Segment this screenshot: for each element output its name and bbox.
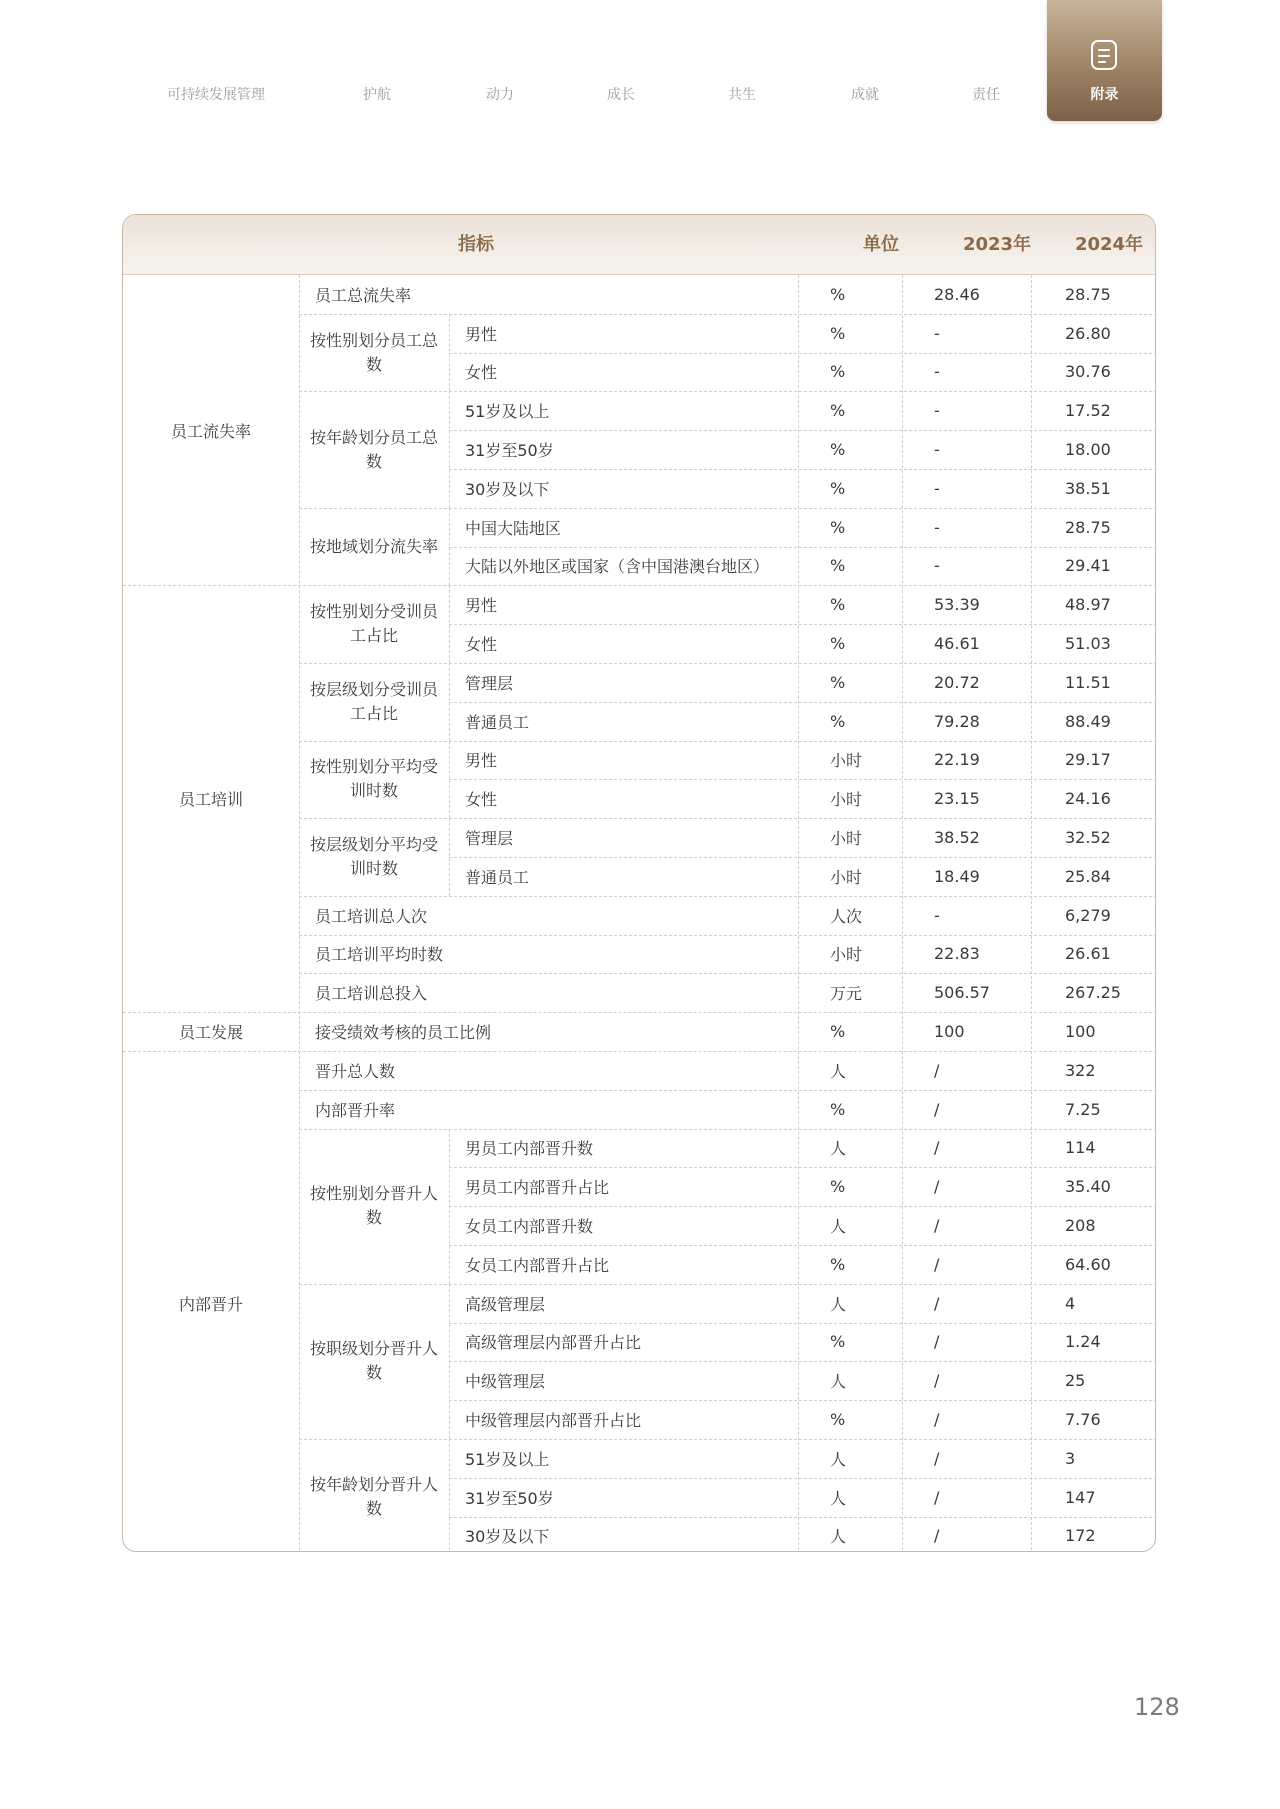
table-row-value-2023: / xyxy=(934,1060,940,1080)
table-row-item: 内部晋升率 xyxy=(315,1100,396,1120)
row-divider xyxy=(449,1517,1156,1518)
table-row-value-2024: 32.52 xyxy=(1065,828,1111,848)
row-divider xyxy=(449,702,1156,703)
table-row-value-2024: 7.25 xyxy=(1065,1099,1101,1119)
row-divider xyxy=(449,1206,1156,1207)
table-row-value-2024: 28.75 xyxy=(1065,284,1111,304)
table-row-unit: % xyxy=(830,284,846,304)
column-divider xyxy=(449,741,450,819)
row-divider xyxy=(123,585,1156,586)
table-row-value-2024: 172 xyxy=(1065,1526,1096,1546)
row-divider xyxy=(299,935,1156,936)
nav-tab-appendix-label: 附录 xyxy=(1090,87,1119,103)
row-divider xyxy=(449,624,1156,625)
table-row-unit: % xyxy=(830,672,846,692)
table-row-unit: % xyxy=(830,1022,846,1042)
table-row-item: 员工培训总投入 xyxy=(315,984,428,1004)
table-row-unit: % xyxy=(830,1177,846,1197)
subgroup-cell: 按性别划分员工总数 xyxy=(309,330,438,374)
table-row-item: 员工培训平均时数 xyxy=(315,945,444,965)
category-cell: 员工流失率 xyxy=(170,421,251,441)
table-row-item: 女员工内部晋升占比 xyxy=(465,1255,610,1275)
table-row-unit: % xyxy=(830,323,846,343)
row-divider xyxy=(299,1090,1156,1091)
subgroup-cell: 按职级划分晋升人数 xyxy=(309,1339,438,1383)
table-row-value-2023: - xyxy=(934,401,940,421)
row-divider xyxy=(449,857,1156,858)
table-row-value-2024: 35.40 xyxy=(1065,1177,1111,1197)
column-divider xyxy=(1031,275,1032,1552)
column-divider xyxy=(449,818,450,896)
table-row-unit: % xyxy=(830,1410,846,1430)
table-row-item: 晋升总人数 xyxy=(315,1061,396,1081)
row-divider xyxy=(449,353,1156,354)
subgroup-cell: 按地域划分流失率 xyxy=(309,536,438,556)
table-row-value-2024: 267.25 xyxy=(1065,983,1121,1003)
table-row-value-2024: 28.75 xyxy=(1065,517,1111,537)
header-2023: 2023年 xyxy=(962,234,1032,255)
table-row-value-2024: 88.49 xyxy=(1065,711,1111,731)
table-row-unit: % xyxy=(830,1099,846,1119)
table-row-value-2023: / xyxy=(934,1216,940,1236)
table-row-item: 女员工内部晋升数 xyxy=(465,1217,594,1237)
table-row-item: 男员工内部晋升占比 xyxy=(465,1178,610,1198)
table-row-item: 普通员工 xyxy=(465,867,530,887)
table-row-value-2023: / xyxy=(934,1293,940,1313)
table-row-unit: % xyxy=(830,1254,846,1274)
table-row-item: 男性 xyxy=(465,596,498,616)
table-row-item: 男性 xyxy=(465,324,498,344)
category-cell: 员工培训 xyxy=(178,790,243,810)
table-row-value-2023: / xyxy=(934,1138,940,1158)
row-divider xyxy=(449,1400,1156,1401)
column-divider xyxy=(449,1439,450,1552)
nav-item-3[interactable]: 成长 xyxy=(607,87,635,103)
column-divider xyxy=(449,1129,450,1284)
column-divider xyxy=(449,585,450,663)
table-row-value-2023: 18.49 xyxy=(934,866,980,886)
row-divider xyxy=(449,1361,1156,1362)
table-row-unit: 小时 xyxy=(830,751,863,771)
table-header xyxy=(123,215,1156,275)
category-cell: 内部晋升 xyxy=(178,1294,243,1314)
table-row-value-2023: - xyxy=(934,517,940,537)
table-row-value-2023: / xyxy=(934,1254,940,1274)
row-divider xyxy=(299,1284,1156,1285)
table-row-unit: % xyxy=(830,1332,846,1352)
column-divider xyxy=(449,663,450,741)
column-divider xyxy=(449,314,450,392)
table-row-unit: 万元 xyxy=(830,984,863,1004)
subgroup-cell: 按年龄划分晋升人数 xyxy=(309,1475,438,1519)
table-row-value-2024: 25 xyxy=(1065,1371,1086,1391)
row-divider xyxy=(449,1323,1156,1324)
table-row-unit: 人 xyxy=(830,1217,847,1237)
table-row-unit: 人 xyxy=(830,1488,847,1508)
row-divider xyxy=(449,1245,1156,1246)
table-row-value-2023: - xyxy=(934,323,940,343)
table-row-value-2023: - xyxy=(934,905,940,925)
table-row-value-2023: 28.46 xyxy=(934,284,980,304)
table-row-value-2023: 506.57 xyxy=(934,983,990,1003)
table-row-value-2023: 100 xyxy=(934,1022,965,1042)
nav-item-4[interactable]: 共生 xyxy=(728,87,756,103)
table-row-unit: 人 xyxy=(830,1139,847,1159)
table-row-value-2023: 79.28 xyxy=(934,711,980,731)
top-navigation xyxy=(0,0,1280,130)
table-row-item: 中级管理层内部晋升占比 xyxy=(465,1411,642,1431)
table-row-unit: 人次 xyxy=(830,906,863,926)
column-divider xyxy=(798,275,799,1552)
table-row-item: 30岁及以下 xyxy=(465,479,550,499)
table-row-item: 男性 xyxy=(465,751,498,771)
table-row-value-2023: - xyxy=(934,362,940,382)
nav-item-0[interactable]: 可持续发展管理 xyxy=(167,87,265,103)
table-row-item: 普通员工 xyxy=(465,712,530,732)
row-divider xyxy=(449,469,1156,470)
table-row-value-2024: 3 xyxy=(1065,1448,1076,1468)
table-row-item: 31岁至50岁 xyxy=(465,441,554,461)
table-row-unit: % xyxy=(830,440,846,460)
row-divider xyxy=(299,896,1156,897)
table-row-unit: 人 xyxy=(830,1061,847,1081)
table-row-value-2024: 29.17 xyxy=(1065,750,1111,770)
table-row-unit: % xyxy=(830,634,846,654)
table-row-unit: % xyxy=(830,362,846,382)
table-row-value-2024: 26.80 xyxy=(1065,323,1111,343)
table-row-value-2024: 48.97 xyxy=(1065,595,1111,615)
table-row-value-2024: 18.00 xyxy=(1065,440,1111,460)
table-row-unit: % xyxy=(830,478,846,498)
row-divider xyxy=(299,818,1156,819)
table-row-item: 高级管理层 xyxy=(465,1294,546,1314)
table-row-item: 管理层 xyxy=(465,673,514,693)
table-row-value-2023: 22.83 xyxy=(934,944,980,964)
table-row-value-2023: 22.19 xyxy=(934,750,980,770)
header-indicator: 指标 xyxy=(458,234,494,255)
table-row-unit: % xyxy=(830,517,846,537)
nav-item-6[interactable]: 责任 xyxy=(972,87,1000,103)
table-row-value-2024: 1.24 xyxy=(1065,1332,1101,1352)
nav-item-5[interactable]: 成就 xyxy=(851,87,879,103)
table-row-value-2023: 23.15 xyxy=(934,789,980,809)
row-divider xyxy=(299,1439,1156,1440)
column-divider xyxy=(449,391,450,507)
table-row-item: 管理层 xyxy=(465,829,514,849)
table-row-unit: % xyxy=(830,556,846,576)
table-row-value-2023: / xyxy=(934,1332,940,1352)
subgroup-cell: 按性别划分晋升人数 xyxy=(309,1184,438,1228)
table-row-value-2023: 46.61 xyxy=(934,634,980,654)
row-divider xyxy=(299,391,1156,392)
table-row-item: 女性 xyxy=(465,635,498,655)
table-row-value-2024: 38.51 xyxy=(1065,478,1111,498)
column-divider xyxy=(299,275,300,1552)
table-row-unit: % xyxy=(830,595,846,615)
table-row-item: 30岁及以下 xyxy=(465,1527,550,1547)
category-cell: 员工发展 xyxy=(178,1023,243,1043)
nav-item-2[interactable]: 动力 xyxy=(486,87,514,103)
table-row-unit: 人 xyxy=(830,1449,847,1469)
table-row-item: 中级管理层 xyxy=(465,1372,546,1392)
table-row-value-2024: 6,279 xyxy=(1065,905,1111,925)
row-divider xyxy=(449,779,1156,780)
header-2024: 2024年 xyxy=(1074,234,1144,255)
subgroup-cell: 按性别划分受训员工占比 xyxy=(309,602,438,646)
table-row-item: 51岁及以上 xyxy=(465,1449,550,1469)
table-row-value-2024: 64.60 xyxy=(1065,1254,1111,1274)
row-divider xyxy=(299,314,1156,315)
table-row-value-2023: / xyxy=(934,1371,940,1391)
column-divider xyxy=(449,508,450,586)
table-row-value-2023: / xyxy=(934,1099,940,1119)
table-row-value-2024: 11.51 xyxy=(1065,672,1111,692)
table-row-value-2023: 53.39 xyxy=(934,595,980,615)
row-divider xyxy=(299,741,1156,742)
table-row-value-2024: 25.84 xyxy=(1065,866,1111,886)
table-row-value-2023: / xyxy=(934,1410,940,1430)
table-row-value-2024: 322 xyxy=(1065,1060,1096,1080)
table-row-value-2024: 30.76 xyxy=(1065,362,1111,382)
data-table xyxy=(122,214,1156,1552)
table-row-value-2024: 24.16 xyxy=(1065,789,1111,809)
table-row-value-2024: 4 xyxy=(1065,1293,1076,1313)
row-divider xyxy=(123,1051,1156,1052)
subgroup-cell: 按年龄划分员工总数 xyxy=(309,427,438,471)
row-divider xyxy=(299,1129,1156,1130)
table-row-value-2023: - xyxy=(934,556,940,576)
table-row-unit: 人 xyxy=(830,1294,847,1314)
nav-item-1[interactable]: 护航 xyxy=(363,87,391,103)
table-row-value-2024: 29.41 xyxy=(1065,556,1111,576)
table-row-unit: 人 xyxy=(830,1527,847,1547)
table-row-unit: 小时 xyxy=(830,867,863,887)
table-row-value-2023: / xyxy=(934,1177,940,1197)
page-number: 128 xyxy=(1134,1693,1180,1721)
column-divider xyxy=(902,275,903,1552)
subgroup-cell: 按性别划分平均受训时数 xyxy=(309,757,438,801)
row-divider xyxy=(449,430,1156,431)
table-row-unit: 小时 xyxy=(830,829,863,849)
table-row-item: 51岁及以上 xyxy=(465,402,550,422)
row-divider xyxy=(449,1167,1156,1168)
table-row-value-2024: 147 xyxy=(1065,1487,1096,1507)
table-row-value-2023: 38.52 xyxy=(934,828,980,848)
table-row-unit: % xyxy=(830,711,846,731)
row-divider xyxy=(449,1478,1156,1479)
table-row-value-2023: 20.72 xyxy=(934,672,980,692)
header-unit: 单位 xyxy=(863,234,899,255)
row-divider xyxy=(299,973,1156,974)
table-row-value-2024: 100 xyxy=(1065,1022,1096,1042)
row-divider xyxy=(299,508,1156,509)
table-row-unit: % xyxy=(830,401,846,421)
table-row-value-2024: 26.61 xyxy=(1065,944,1111,964)
table-row-item: 31岁至50岁 xyxy=(465,1488,554,1508)
table-row-item: 接受绩效考核的员工比例 xyxy=(315,1023,492,1043)
subgroup-cell: 按层级划分受训员工占比 xyxy=(309,679,438,723)
table-row-item: 员工培训总人次 xyxy=(315,906,428,926)
table-row-value-2024: 114 xyxy=(1065,1138,1096,1158)
row-divider xyxy=(299,663,1156,664)
row-divider xyxy=(449,547,1156,548)
table-row-item: 大陆以外地区或国家（含中国港澳台地区） xyxy=(465,557,770,577)
table-row-value-2023: / xyxy=(934,1487,940,1507)
table-row-value-2024: 17.52 xyxy=(1065,401,1111,421)
table-row-item: 高级管理层内部晋升占比 xyxy=(465,1333,642,1353)
row-divider xyxy=(123,1012,1156,1013)
table-row-item: 中国大陆地区 xyxy=(465,518,562,538)
table-row-item: 男员工内部晋升数 xyxy=(465,1139,594,1159)
table-row-value-2024: 7.76 xyxy=(1065,1410,1101,1430)
table-row-unit: 人 xyxy=(830,1372,847,1392)
subgroup-cell: 按层级划分平均受训时数 xyxy=(309,834,438,878)
table-row-value-2024: 51.03 xyxy=(1065,634,1111,654)
table-row-item: 员工总流失率 xyxy=(315,285,412,305)
table-row-value-2023: - xyxy=(934,478,940,498)
nav-tab-appendix[interactable] xyxy=(1047,0,1162,121)
table-row-unit: 小时 xyxy=(830,945,863,965)
table-row-unit: 小时 xyxy=(830,790,863,810)
table-row-item: 女性 xyxy=(465,363,498,383)
table-row-value-2024: 208 xyxy=(1065,1216,1096,1236)
table-row-value-2023: / xyxy=(934,1448,940,1468)
table-row-value-2023: - xyxy=(934,440,940,460)
column-divider xyxy=(449,1284,450,1439)
table-row-item: 女性 xyxy=(465,790,498,810)
document-icon xyxy=(1091,40,1117,70)
table-row-value-2023: / xyxy=(934,1526,940,1546)
